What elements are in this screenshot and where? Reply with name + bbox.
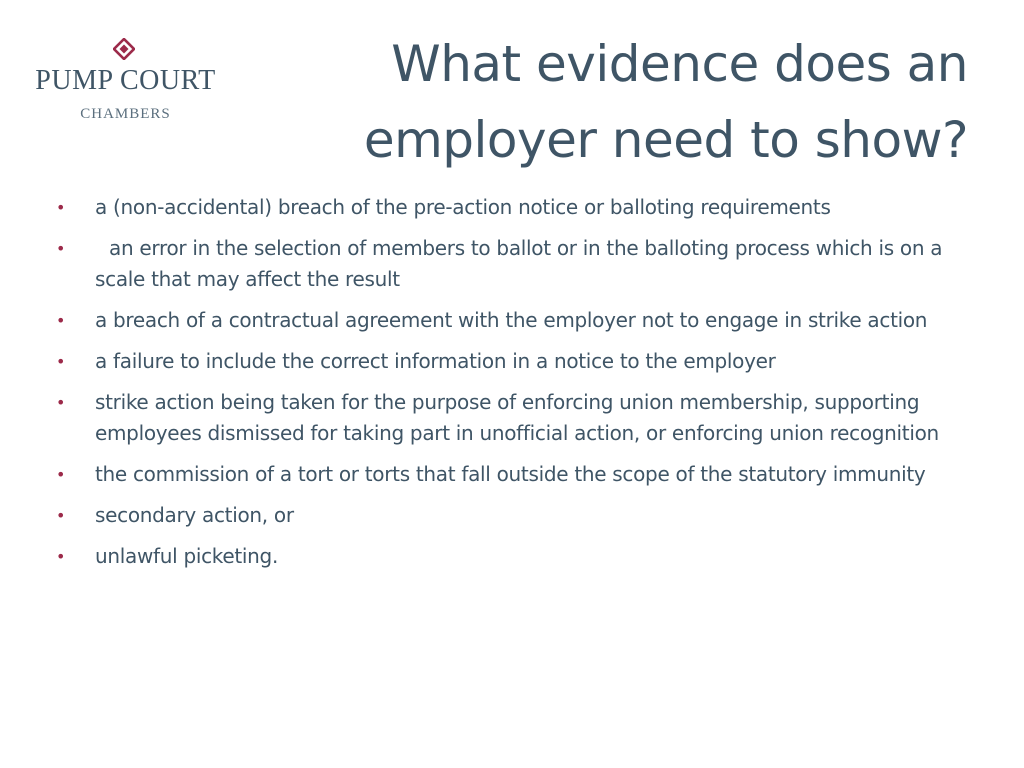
bullet-item — [0, 500, 1024, 531]
bullet-item — [0, 459, 1024, 490]
bullet-text: unlawful picketing. — [95, 544, 279, 568]
bullet-item — [0, 305, 1024, 336]
logo-name: PUMP COURT — [35, 65, 216, 96]
bullet-dot-icon: • — [56, 239, 66, 258]
logo-subtitle: CHAMBERS — [80, 106, 171, 122]
bullet-dot-icon: • — [56, 547, 66, 566]
bullet-text: the commission of a tort or torts that fall outside the scope of the statutory immunity — [95, 462, 926, 486]
pump-court-logo — [28, 38, 223, 128]
bullet-dot-icon: • — [56, 465, 66, 484]
bullet-dot-icon: • — [56, 352, 66, 371]
slide-title-line-2: employer need to show? — [363, 111, 968, 169]
diamond-logo-icon — [113, 38, 135, 60]
bullet-text: secondary action, or — [95, 503, 294, 527]
bullet-text: a failure to include the correct information in a notice to the employer — [95, 349, 776, 373]
slide-title-line-1: What evidence does an — [391, 35, 968, 93]
bullet-dot-icon: • — [56, 198, 66, 217]
bullet-text: strike action being taken for the purpose of enforcing union membership, supporting employees dismissed for taking part in unofficial action, or enforcing union recognition — [95, 390, 939, 445]
slide-title — [268, 26, 968, 178]
bullet-dot-icon: • — [56, 311, 66, 330]
bullet-text — [95, 233, 962, 295]
bullet-dot-icon: • — [56, 506, 66, 525]
bullet-item — [0, 233, 1024, 295]
bullet-text: a (non-accidental) breach of the pre-action notice or balloting requirements — [95, 195, 831, 219]
bullet-dot-icon: • — [56, 393, 66, 412]
bullet-item — [0, 387, 1024, 449]
bullet-text: a breach of a contractual agreement with the employer not to engage in strike action — [95, 308, 928, 332]
bullet-item — [0, 192, 1024, 223]
bullet-item — [0, 541, 1024, 572]
bullet-list — [0, 192, 1024, 582]
bullet-text-content: an error in the selection of members to ballot or in the balloting process which is on a scale that may affect the result — [95, 236, 943, 291]
bullet-item — [0, 346, 1024, 377]
